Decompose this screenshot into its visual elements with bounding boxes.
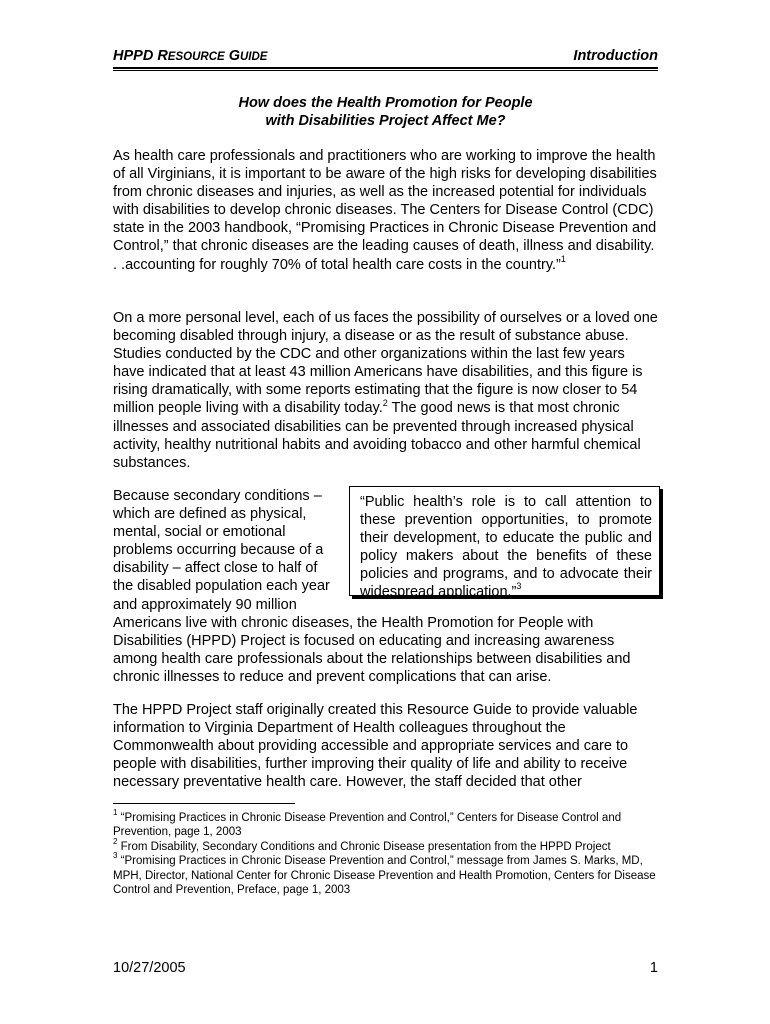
footnote-ref-1: 1 — [560, 253, 566, 264]
footnote-3: $^3$ “Promising Practices in Chronic Disease Prevention and Control,” message from James S. Marks, MD, MPH, Director, National Center for Chronic Disease Prevention and Health Promotion, Centers for Disease Control and Prevention, Preface, page 1, 2003 — [113, 851, 656, 897]
paragraph-4: The HPPD Project staff originally created this Resource Guide to provide valuable information to Virginia Department of Health colleagues throughout the Commonwealth about providing accessible and appropriate services and care to people with disabilities, further improving their quality of life and ability to receive necessary preventative health care. However, the staff decided that other — [113, 702, 638, 791]
header-guide-title: HPPD RESOURCE GUIDE — [113, 48, 268, 64]
pull-quote-box — [349, 486, 660, 600]
footnote-separator — [113, 803, 295, 804]
header-rule-thin — [113, 70, 658, 71]
paragraph-3-wrapped-text: Because secondary conditions – which are defined as physical, mental, social or emotional problems occurring because of a disability – affect close to half of the disabled population each year and approximately 90 million — [113, 488, 330, 613]
paragraph-2: On a more personal level, each of us faces the possibility of ourselves or a loved one becoming disabled through injury, a disease or as the result of substance abuse. Studies conducted by the CDC and other organizations within the last few years have indicated that at least 43 million Americans have disabilities, and this figure is rising dramatically, with some reports estimating that the figure is now closer to 54 million people living with a disability today.$^2$ The good news is that most chronic illnesses and associated disabilities can be prevented through increased physical activity, healthy nutritional habits and avoiding tobacco and other harmful chemical substances. — [113, 310, 658, 471]
footnote-ref-3: 3 — [516, 581, 522, 592]
header-rule — [113, 67, 658, 69]
footer-date: 10/27/2005 — [113, 960, 186, 976]
footnotes — [113, 808, 658, 897]
page-number: 1 — [649, 960, 658, 976]
footnote-ref-2: 2 — [382, 397, 388, 408]
page-title — [113, 94, 658, 130]
running-header — [113, 46, 658, 66]
paragraph-1: As health care professionals and practitioners who are working to improve the health of all Virginians, it is important to be aware of the high risks for developing disabilities from chronic diseases and injuries, as well as the increased potential for individuals with disabilities to develop chronic diseases. The Centers for Disease Control (CDC) state in the 2003 handbook, “Promising Practices in Chronic Disease Prevention and Control,” that chronic diseases are the leading causes of death, illness and disability. . .accounting for roughly 70% of total health care costs in the country.”$^1$ — [113, 148, 657, 273]
header-section-title: Introduction — [573, 48, 658, 64]
footnote-1: $^1$ “Promising Practices in Chronic Disease Prevention and Control,” Centers for Disease Control and Prevention, page 1, 2003 — [113, 808, 622, 839]
page-title-line-2: with Disabilities Project Affect Me? — [265, 113, 506, 129]
footnote-2: $^2$ From Disability, Secondary Conditions and Chronic Disease presentation from the HPPD Project — [113, 836, 611, 853]
pull-quote-text: “Public health’s role is to call attention to these prevention opportunities, to promote their development, to educate the public and policy makers about the benefits of these policies and programs, and to advocate their widespread application.” — [360, 494, 652, 600]
page-title-line-1: How does the Health Promotion for People — [238, 95, 533, 111]
paragraph-3-continued: Americans live with chronic diseases, the Health Promotion for People with Disabilities (HPPD) Project is focused on educating and increasing awareness among health care professionals about the relationships between disabilities and chronic illnesses to reduce and prevent complications that can arise. — [113, 614, 631, 685]
